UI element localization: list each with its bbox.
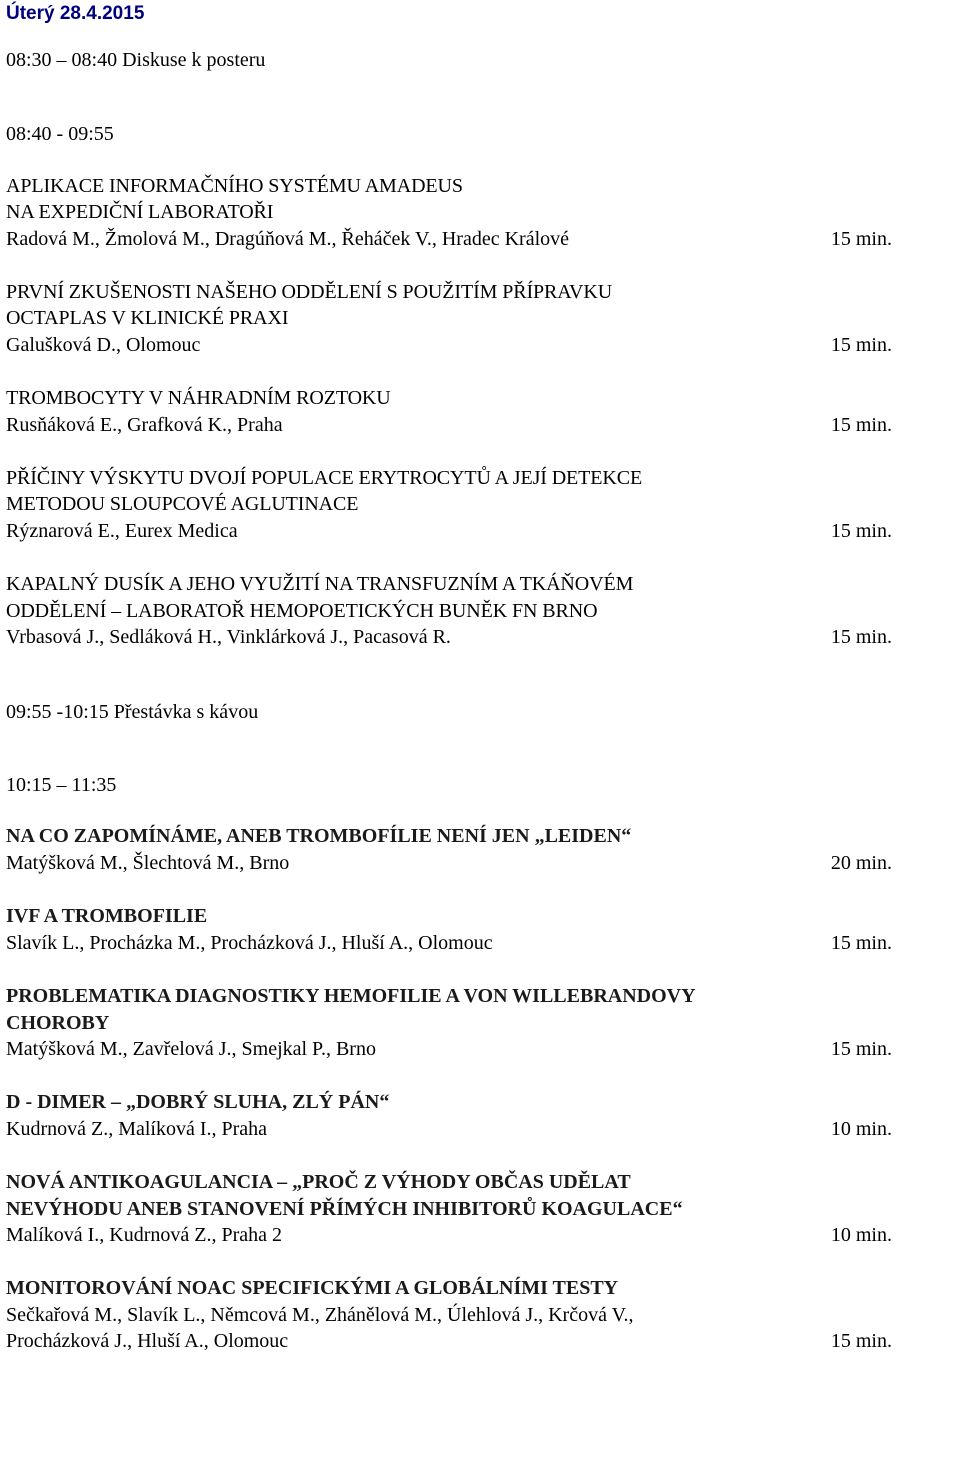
talk-authors-line: Matýšková M., Zavřelová J., Smejkal P., Brno [6, 1038, 376, 1060]
talk-title-line: ODDĚLENÍ – LABORATOŘ HEMOPOETICKÝCH BUNĚK FN BRNO [6, 600, 598, 622]
session-time-line: 08:30 – 08:40 Diskuse k posteru [6, 49, 266, 71]
talk-title-line: METODOU SLOUPCOVÉ AGLUTINACE [6, 493, 359, 515]
talk-title-line: PRVNÍ ZKUŠENOSTI NAŠEHO ODDĚLENÍ S POUŽITÍM PŘÍPRAVKU [6, 281, 613, 303]
talk-duration: 10 min. [830, 1118, 892, 1140]
day-heading: Úterý 28.4.2015 [6, 3, 145, 24]
talk-authors-line: Rýznarová E., Eurex Medica [6, 520, 238, 542]
talk-duration: 15 min. [830, 228, 892, 250]
talk-authors-line: Kudrnová Z., Malíková I., Praha [6, 1118, 268, 1140]
talk-title-line: IVF A TROMBOFILIE [6, 905, 208, 927]
talk-authors-line: Vrbasová J., Sedláková H., Vinklárková J., Pacasová R. [6, 626, 451, 648]
talk-title-line: NEVÝHODU ANEB STANOVENÍ PŘÍMÝCH INHIBITORŮ KOAGULACE“ [6, 1198, 683, 1220]
talk-duration: 15 min. [830, 1330, 892, 1352]
talk-authors-line: Radová M., Žmolová M., Dragúňová M., Řeháček V., Hradec Králové [6, 228, 570, 250]
talk-title-line: NA EXPEDIČNÍ LABORATOŘI [6, 201, 274, 223]
talk-authors-line: Procházková J., Hluší A., Olomouc [6, 1330, 289, 1352]
talk-title-line: CHOROBY [6, 1012, 110, 1034]
talk-title-line: MONITOROVÁNÍ NOAC SPECIFICKÝMI A GLOBÁLNÍMI TESTY [6, 1277, 619, 1299]
talk-duration: 15 min. [830, 1038, 892, 1060]
session-time-line: 08:40 - 09:55 [6, 123, 114, 145]
talk-title-line: APLIKACE INFORMAČNÍHO SYSTÉMU AMADEUS [6, 175, 463, 197]
talk-title-line: OCTAPLAS V KLINICKÉ PRAXI [6, 307, 289, 329]
talk-authors-line: Matýšková M., Šlechtová M., Brno [6, 852, 290, 874]
talk-duration: 20 min. [830, 852, 892, 874]
talk-duration: 10 min. [830, 1224, 892, 1246]
talk-authors-line: Sečkařová M., Slavík L., Němcová M., Zhánělová M., Úlehlová J., Krčová V., [6, 1304, 634, 1326]
talk-title-line: KAPALNÝ DUSÍK A JEHO VYUŽITÍ NA TRANSFUZNÍM A TKÁŇOVÉM [6, 573, 634, 595]
talk-title-line: NOVÁ ANTIKOAGULANCIA – „PROČ Z VÝHODY OBČAS UDĚLAT [6, 1171, 631, 1193]
talk-authors-line: Slavík L., Procházka M., Procházková J., Hluší A., Olomouc [6, 932, 493, 954]
talk-duration: 15 min. [830, 626, 892, 648]
talk-title-line: PROBLEMATIKA DIAGNOSTIKY HEMOFILIE A VON WILLEBRANDOVY [6, 985, 696, 1007]
talk-title-line: NA CO ZAPOMÍNÁME, ANEB TROMBOFÍLIE NENÍ JEN „LEIDEN“ [6, 825, 632, 847]
talk-title-line: D - DIMER – „DOBRÝ SLUHA, ZLÝ PÁN“ [6, 1091, 390, 1113]
talk-duration: 15 min. [830, 932, 892, 954]
talk-title-line: PŘÍČINY VÝSKYTU DVOJÍ POPULACE ERYTROCYTŮ A JEJÍ DETEKCE [6, 467, 643, 489]
talk-duration: 15 min. [830, 334, 892, 356]
talk-duration: 15 min. [830, 414, 892, 436]
talk-authors-line: Malíková I., Kudrnová Z., Praha 2 [6, 1224, 283, 1246]
talk-authors-line: Galušková D., Olomouc [6, 334, 201, 356]
session-time-line: 09:55 -10:15 Přestávka s kávou [6, 701, 259, 723]
talk-title-line: TROMBOCYTY V NÁHRADNÍM ROZTOKU [6, 387, 391, 409]
session-time-line: 10:15 – 11:35 [6, 774, 117, 796]
talk-duration: 15 min. [830, 520, 892, 542]
talk-authors-line: Rusňáková E., Grafková K., Praha [6, 414, 283, 436]
